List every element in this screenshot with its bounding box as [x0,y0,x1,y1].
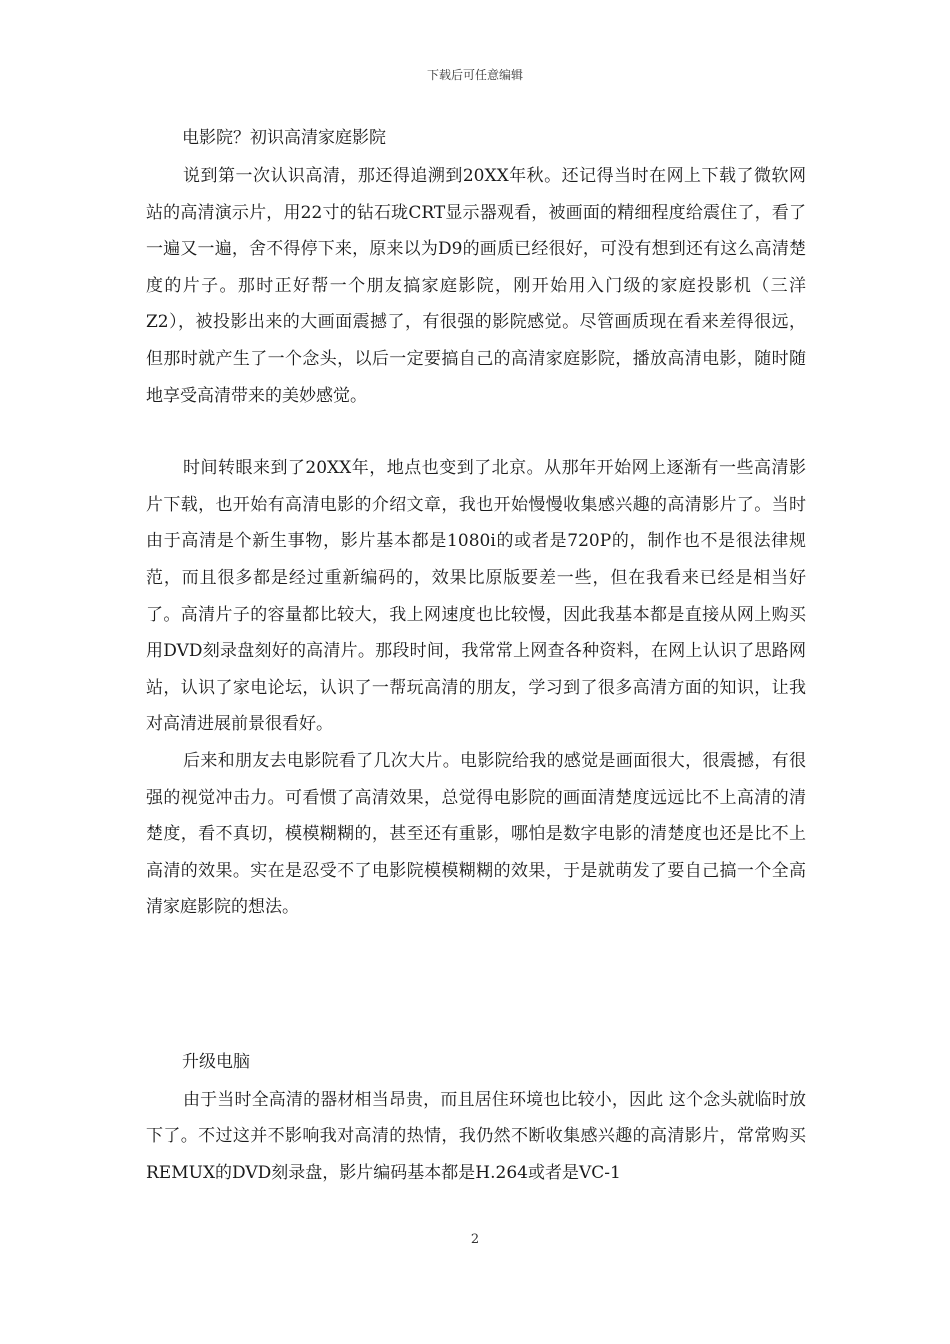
section-heading-upgrade: 升级电脑 [182,1051,250,1072]
paragraph-cinema-visit: 后来和朋友去电影院看了几次大片。电影院给我的感觉是画面很大，很震撼，有很强的视觉冲击力。可看惯了高清效果，总觉得电影院的画面清楚度远远比不上高清的清楚度，看不真切，模模糊糊的，甚至还有重影，哪怕是数字电影的清楚度也还是比不上高清的效果。实在是忍受不了电影院模模糊糊的效果，于是就萌发了要自己搞一个全高清家庭影院的想法。 [146,750,806,918]
paragraph-first-encounter: 说到第一次认识高清，那还得追溯到20XX年秋。还记得当时在网上下载了微软网站的高清演示片，用22寸的钻石珑CRT显示器观看，被画面的精细程度给震住了，看了一遍又一遍，舍不得停下来，原来以为D9的画质已经很好，可没有想到还有这么高清楚度的片子。那时正好帮一个朋友搞家庭影院，刚开始用入门级的家庭投影机（三洋Z2），被投影出来的大画面震撼了，有很强的影院感觉。尽管画质现在看来差得很远，但那时就产生了一个念头，以后一定要搞自己的高清家庭影院，播放高清电影，随时随地享受高清带来的美妙感觉。 [146,166,806,406]
paragraph-beijing: 时间转眼来到了20XX年，地点也变到了北京。从那年开始网上逐渐有一些高清影片下载，也开始有高清电影的介绍文章，我也开始慢慢收集感兴趣的高清影片了。当时由于高清是个新生事物，影片基本都是1080i的或者是720P的，制作也不是很法律规范，而且很多都是经过重新编码的，效果比原版要差一些，但在我看来已经是相当好了。高清片子的容量都比较大，我上网速度也比较慢，因此我基本都是直接从网上购买用DVD刻录盘刻好的高清片。那段时间，我常常上网查各种资料，在网上认识了思路网站，认识了家电论坛，认识了一帮玩高清的朋友，学习到了很多高清方面的知识，让我对高清进展前景很看好。 [146,458,806,735]
page-header: 下载后可任意编辑 [426,68,523,82]
page-number: 2 [470,1232,480,1247]
paragraph-spacer [146,414,806,450]
document-body [146,118,806,1192]
section-spacer [146,926,806,1042]
section-heading-cinema: 电影院？初识高清家庭影院 [182,128,386,148]
paragraph-upgrade: 由于当时全高清的器材相当昂贵，而且居住环境也比较小，因此 这个念头就临时放下了。不过这并不影响我对高清的热情，我仍然不断收集感兴趣的高清影片，常常购买REMUX的DVD刻录盘，影片编码基本都是H.264或者是VC-1 [146,1089,806,1184]
